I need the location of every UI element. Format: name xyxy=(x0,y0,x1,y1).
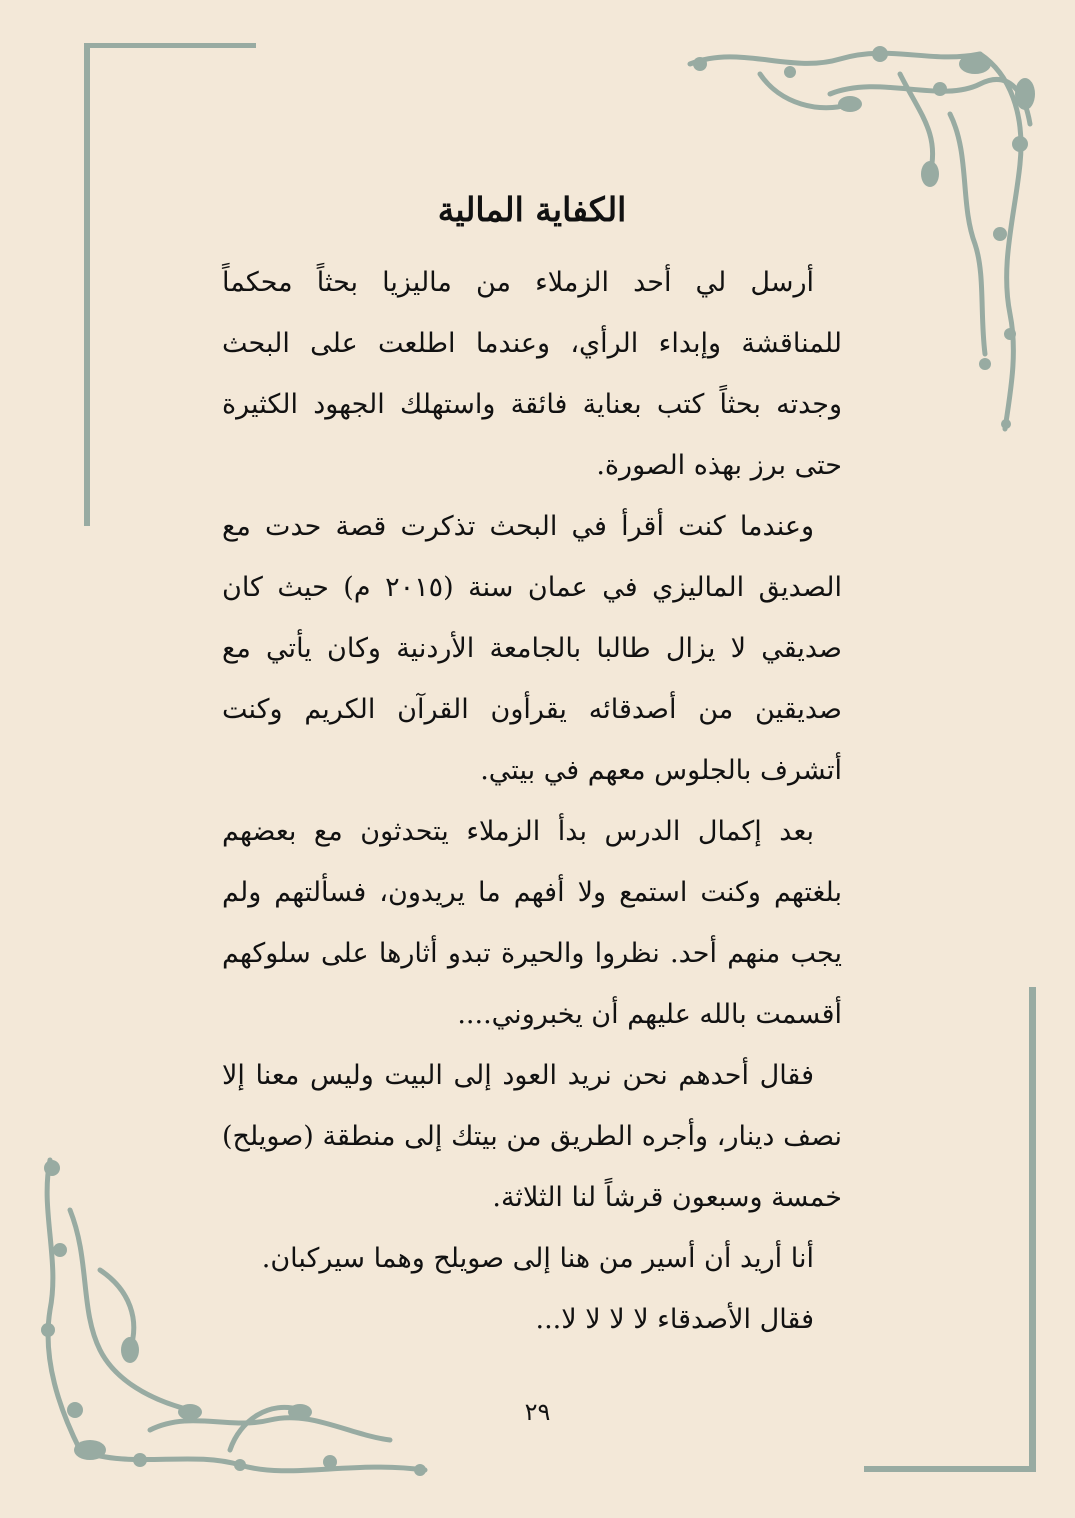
paragraph-3: بعد إكمال الدرس بدأ الزملاء يتحدثون مع بعضهم بلغتهم وكنت استمع ولا أفهم ما يريدون، فسألتهم ولم يجب منهم أحد. نظروا والحيرة تبدو أثارها على سلوكهم أقسمت بالله عليهم أن يخبروني.... xyxy=(222,816,842,1030)
page-content xyxy=(222,180,842,1350)
paragraph-6: فقال الأصدقاء لا لا لا لا... xyxy=(535,1304,814,1335)
page-title: الكفاية المالية xyxy=(437,190,627,229)
frame-bottom-right-horizontal xyxy=(864,1466,1036,1472)
frame-top-left-horizontal xyxy=(84,43,256,48)
paragraph-5: أنا أريد أن أسير من هنا إلى صويلح وهما سيركبان. xyxy=(261,1243,814,1274)
paragraph-2: وعندما كنت أقرأ في البحث تذكرت قصة حدت مع الصديق الماليزي في عمان سنة (٢٠١٥ م) حيث كان صديقي لا يزال طالبا بالجامعة الأردنية وكان يأتي مع صديقين من أصدقائه يقرأون القرآن الكريم وكنت أتشرف بالجلوس معهم في بيتي. xyxy=(222,511,842,786)
paragraph-4: فقال أحدهم نحن نريد العود إلى البيت وليس معنا إلا نصف دينار، وأجره الطريق من بيتك إلى منطقة (صويلح) خمسة وسبعون قرشاً لنا الثلاثة. xyxy=(222,1060,842,1213)
page-number: ٢٩ xyxy=(524,1398,551,1426)
frame-top-left-vertical xyxy=(84,43,90,526)
paragraph-1: أرسل لي أحد الزملاء من ماليزيا بحثاً محكماً للمناقشة وإبداء الرأي، وعندما اطلعت على البحث وجدته بحثاً كتب بعناية فائقة واستهلك الجهود الكثيرة حتى برز بهذه الصورة. xyxy=(222,267,842,481)
